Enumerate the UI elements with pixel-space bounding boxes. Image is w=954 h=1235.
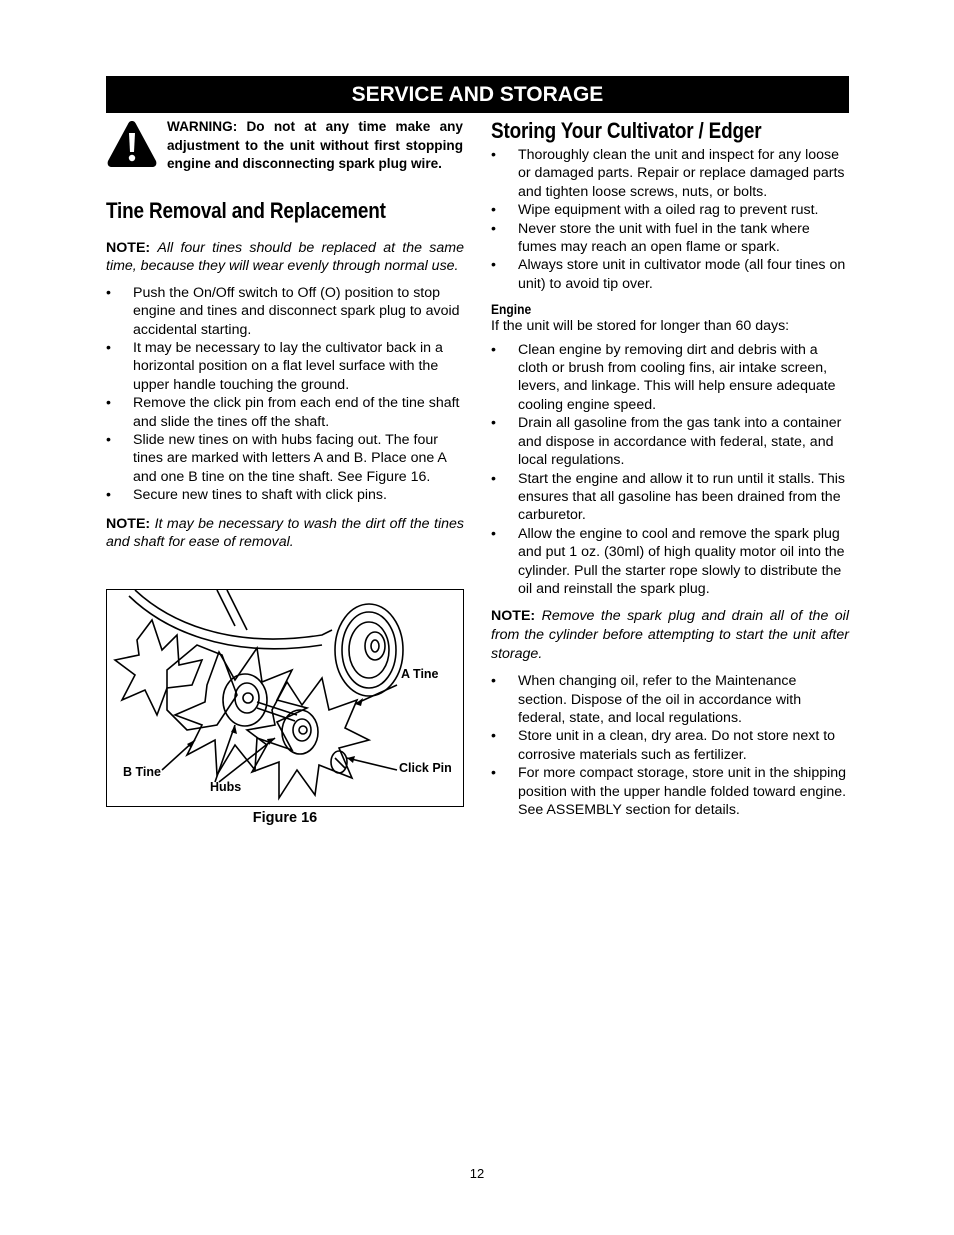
note-label: NOTE: (106, 515, 151, 532)
list-item: • It may be necessary to lay the cultivator back in a horizontal position on a flat level surface with the upper handle touching the ground. (106, 339, 464, 394)
note-text: Remove the spark plug and drain all of the oil from the cylinder before attempting to start the unit after storage. (491, 608, 849, 662)
engine-intro: If the unit will be stored for longer than 60 days: (491, 318, 790, 335)
list-item: • Push the On/Off switch to Off (O) position to stop engine and tines and disconnect spark plug to avoid accidental starting. (106, 284, 464, 339)
tine-note-2 (106, 515, 464, 552)
list-item: • Slide new tines on with hubs facing out. The four tines are marked with letters A and B. Place one A and one B tine on the tine shaft. See Figure 16. (106, 431, 464, 486)
b-tine-label: B Tine (123, 765, 161, 779)
note-text: It may be necessary to wash the dirt off the tines and shaft for ease of removal. (106, 515, 464, 551)
list-item: • For more compact storage, store unit in the shipping position with the upper handle folded toward engine. See ASSEMBLY section for details. (491, 764, 849, 819)
note-label: NOTE: (491, 608, 536, 625)
list-item: • Allow the engine to cool and remove the spark plug and put 1 oz. (30ml) of high quality motor oil into the cylinder. Pull the starter rope slowly to distribute the oil and reinstall the spark plug. (491, 525, 849, 599)
storing-heading: Storing Your Cultivator / Edger (491, 118, 762, 143)
final-bullet-list (491, 672, 849, 819)
storage-note (491, 607, 849, 663)
section-banner: SERVICE AND STORAGE (106, 76, 849, 113)
list-item: • Wipe equipment with a oiled rag to prevent rust. (491, 201, 849, 219)
list-item: • Thoroughly clean the unit and inspect for any loose or damaged parts. Repair or replace damaged parts and tighten loose screws, nuts, or bolts. (491, 146, 849, 201)
hubs-label: Hubs (210, 780, 242, 794)
list-item: • Store unit in a clean, dry area. Do not store next to corrosive materials such as fertilizer. (491, 727, 849, 764)
list-item: • Clean engine by removing dirt and debris with a cloth or brush from cooling fins, air intake screen, levers, and linkage. This will help ensure adequate cooling engine speed. (491, 341, 849, 415)
note-text: All four tines should be replaced at the same time, because they will wear evenly through normal use. (106, 239, 464, 275)
left-column (106, 118, 464, 552)
engine-heading: Engine (491, 301, 532, 318)
warning-text: WARNING: Do not at any time make any adjustment to the unit without first stopping engine and disconnecting spark plug wire. (167, 119, 463, 171)
list-item: • Start the engine and allow it to run until it stalls. This ensures that all gasoline has been drained from the carburetor. (491, 470, 849, 525)
list-item: • Remove the click pin from each end of the tine shaft and slide the tines off the shaft. (106, 394, 464, 431)
tine-bullet-list (106, 284, 464, 505)
click-pin-label: Click Pin (399, 761, 452, 775)
right-column (491, 118, 849, 819)
engine-bullet-list (491, 341, 849, 599)
tine-note-1 (106, 239, 464, 276)
figure-16-illustration (106, 589, 464, 807)
tine-heading: Tine Removal and Replacement (106, 197, 386, 223)
list-item: • Secure new tines to shaft with click pins. (106, 486, 464, 504)
warning-triangle-icon (106, 118, 158, 170)
storing-bullet-list (491, 146, 849, 293)
page-number: 12 (469, 1166, 485, 1181)
list-item: • Never store the unit with fuel in the tank where fumes may reach an open flame or spark. (491, 220, 849, 257)
list-item: • Always store unit in cultivator mode (all four tines on unit) to avoid tip over. (491, 256, 849, 293)
a-tine-label: A Tine (401, 667, 439, 681)
list-item: • When changing oil, refer to the Maintenance section. Dispose of the oil in accordance with federal, state, and local regulations. (491, 672, 849, 727)
note-label: NOTE: (106, 239, 151, 256)
list-item: • Drain all gasoline from the gas tank into a container and dispose in accordance with federal, state, and local regulations. (491, 414, 849, 469)
figure-caption: Figure 16 (252, 810, 318, 826)
warning-block (106, 118, 464, 174)
